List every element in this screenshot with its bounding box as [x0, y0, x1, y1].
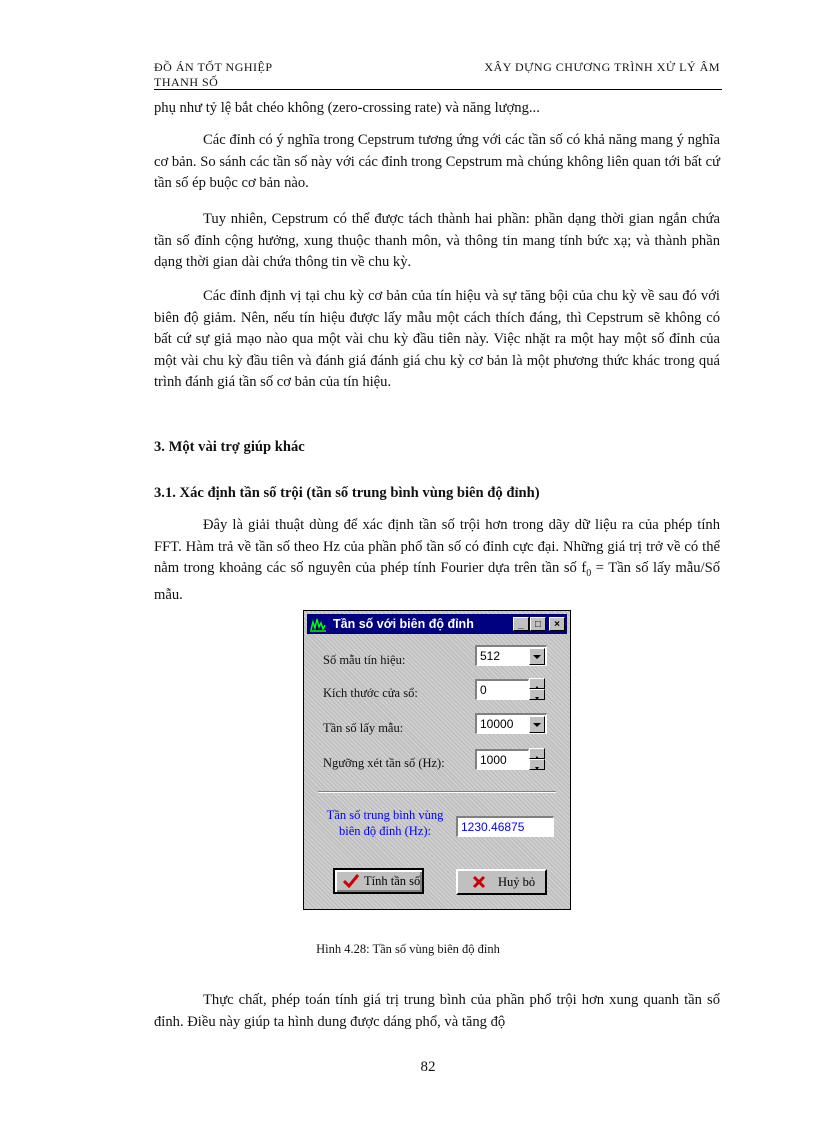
header-left-line1: ĐỒ ÁN TỐT NGHIỆP — [154, 60, 273, 74]
dialog-title: Tần số với biên độ đỉnh — [333, 617, 474, 631]
app-icon — [310, 616, 326, 632]
spin-down-icon — [530, 694, 544, 703]
cancel-button-label: Huỷ bỏ — [498, 875, 536, 889]
paragraph-4-prefix: Đây là giải thuật dùng để xác định tần số trội hơn trong dãy dữ liệu ra của phép tính FFT. Hàm trả về tần số theo Hz của phần phổ tần số có đỉnh cực đại. Những giá trị trở về có thể nằm trong khoảng các số nguyên của phép tính Fourier dựa trên tần số f — [154, 517, 720, 577]
window-spinner[interactable] — [529, 678, 545, 700]
maximize-button[interactable]: □ — [530, 617, 546, 631]
compute-button[interactable] — [333, 868, 424, 894]
paragraph-1: Các đỉnh có ý nghĩa trong Cepstrum tương ứng với các tần số có khả năng mang ý nghĩa cơ bản. So sánh các tần số này với các đỉnh trong Cepstrum mà chúng không liên quan tới bất cứ tần số ép buộc cơ bản nào. — [154, 132, 720, 192]
samples-label: Số mẫu tín hiệu: — [323, 653, 406, 667]
rate-label: Tần số lấy mẫu: — [323, 721, 404, 735]
samples-select[interactable] — [475, 645, 547, 666]
frequency-dialog — [303, 610, 571, 910]
dialog-titlebar — [307, 614, 567, 634]
checkmark-icon — [342, 873, 360, 889]
paragraph-4-suffix: = Tần số lấy mẫu/Số mẫu. — [154, 560, 720, 603]
page-number: 82 — [420, 1059, 436, 1075]
section-heading-3: 3. Một vài trợ giúp khác — [154, 439, 305, 455]
section-heading-3-1: 3.1. Xác định tần số trội (tần số trung bình vùng biên độ đỉnh) — [154, 485, 540, 501]
paragraph-3: Các đỉnh định vị tại chu kỳ cơ bản của tín hiệu và sự tăng bội của chu kỳ về sau đó với biên độ giảm. Nên, nếu tín hiệu được lấy mẫu một cách thích đáng, thì Cepstrum sẽ không có bất cứ sự giả mạo nào qua một vài chu kỳ đầu tiên này. Việc nhặt ra một hay một số đỉnh của một vài chu kỳ đầu tiên và đánh giá đánh giá chu kỳ cơ bản là một phương thức khác trong quá trình đánh giá tần số cơ bản của tín hiệu. — [154, 288, 720, 391]
result-label — [316, 807, 454, 839]
threshold-input[interactable] — [475, 749, 529, 770]
figure-caption: Hình 4.28: Tần số vùng biên độ đỉnh — [316, 942, 500, 956]
result-label-line1: Tần số trung bình vùng — [326, 808, 444, 822]
paragraph-5: Thực chất, phép toán tính giá trị trung bình của phần phổ trội hơn xung quanh tần số đỉnh. Điều này giúp ta hình dung được dáng phổ, và tăng độ — [154, 992, 720, 1030]
threshold-value: 1000 — [480, 753, 507, 767]
result-value: 1230.46875 — [461, 820, 525, 834]
header-rule — [154, 89, 722, 90]
paragraph-2: Tuy nhiên, Cepstrum có thể được tách thành hai phần: phần dạng thời gian ngắn chứa tần số đỉnh cộng hưởng, xung thuộc thanh môn, và thông tin mang tính bức xạ; và thành phần dạng thời gian dài chứa thông tin về chu kỳ. — [154, 211, 720, 271]
header-right: XÂY DỰNG CHƯƠNG TRÌNH XỬ LÝ ÂM — [484, 60, 720, 74]
subscript-zero: 0 — [586, 568, 592, 580]
threshold-label: Ngưỡng xét tần số (Hz): — [323, 756, 445, 770]
window-input[interactable] — [475, 679, 529, 700]
threshold-spinner[interactable] — [529, 748, 545, 770]
cancel-button[interactable] — [456, 869, 547, 895]
chevron-down-icon — [530, 649, 544, 664]
window-value: 0 — [480, 683, 487, 697]
window-label: Kích thước cửa sổ: — [323, 686, 418, 700]
header-left-line2: THANH SỐ — [154, 75, 219, 89]
separator — [318, 791, 556, 793]
rate-select[interactable] — [475, 713, 547, 734]
paragraph-0: phụ như tỷ lệ bắt chéo không (zero-crossing rate) và năng lượng... — [154, 100, 540, 116]
result-field — [456, 816, 554, 837]
chevron-down-icon — [530, 717, 544, 732]
minimize-button[interactable]: _ — [513, 617, 529, 631]
rate-value: 10000 — [480, 717, 514, 731]
rate-dropdown-button[interactable] — [529, 716, 545, 733]
paragraph-4 — [154, 515, 720, 606]
result-label-line2: biên độ đỉnh (Hz): — [339, 824, 431, 838]
spin-down-icon — [530, 764, 544, 773]
cross-icon — [472, 875, 486, 889]
samples-dropdown-button[interactable] — [529, 648, 545, 665]
compute-button-label: Tính tần số — [364, 874, 421, 888]
close-button[interactable]: × — [549, 617, 565, 631]
samples-value: 512 — [480, 649, 501, 663]
